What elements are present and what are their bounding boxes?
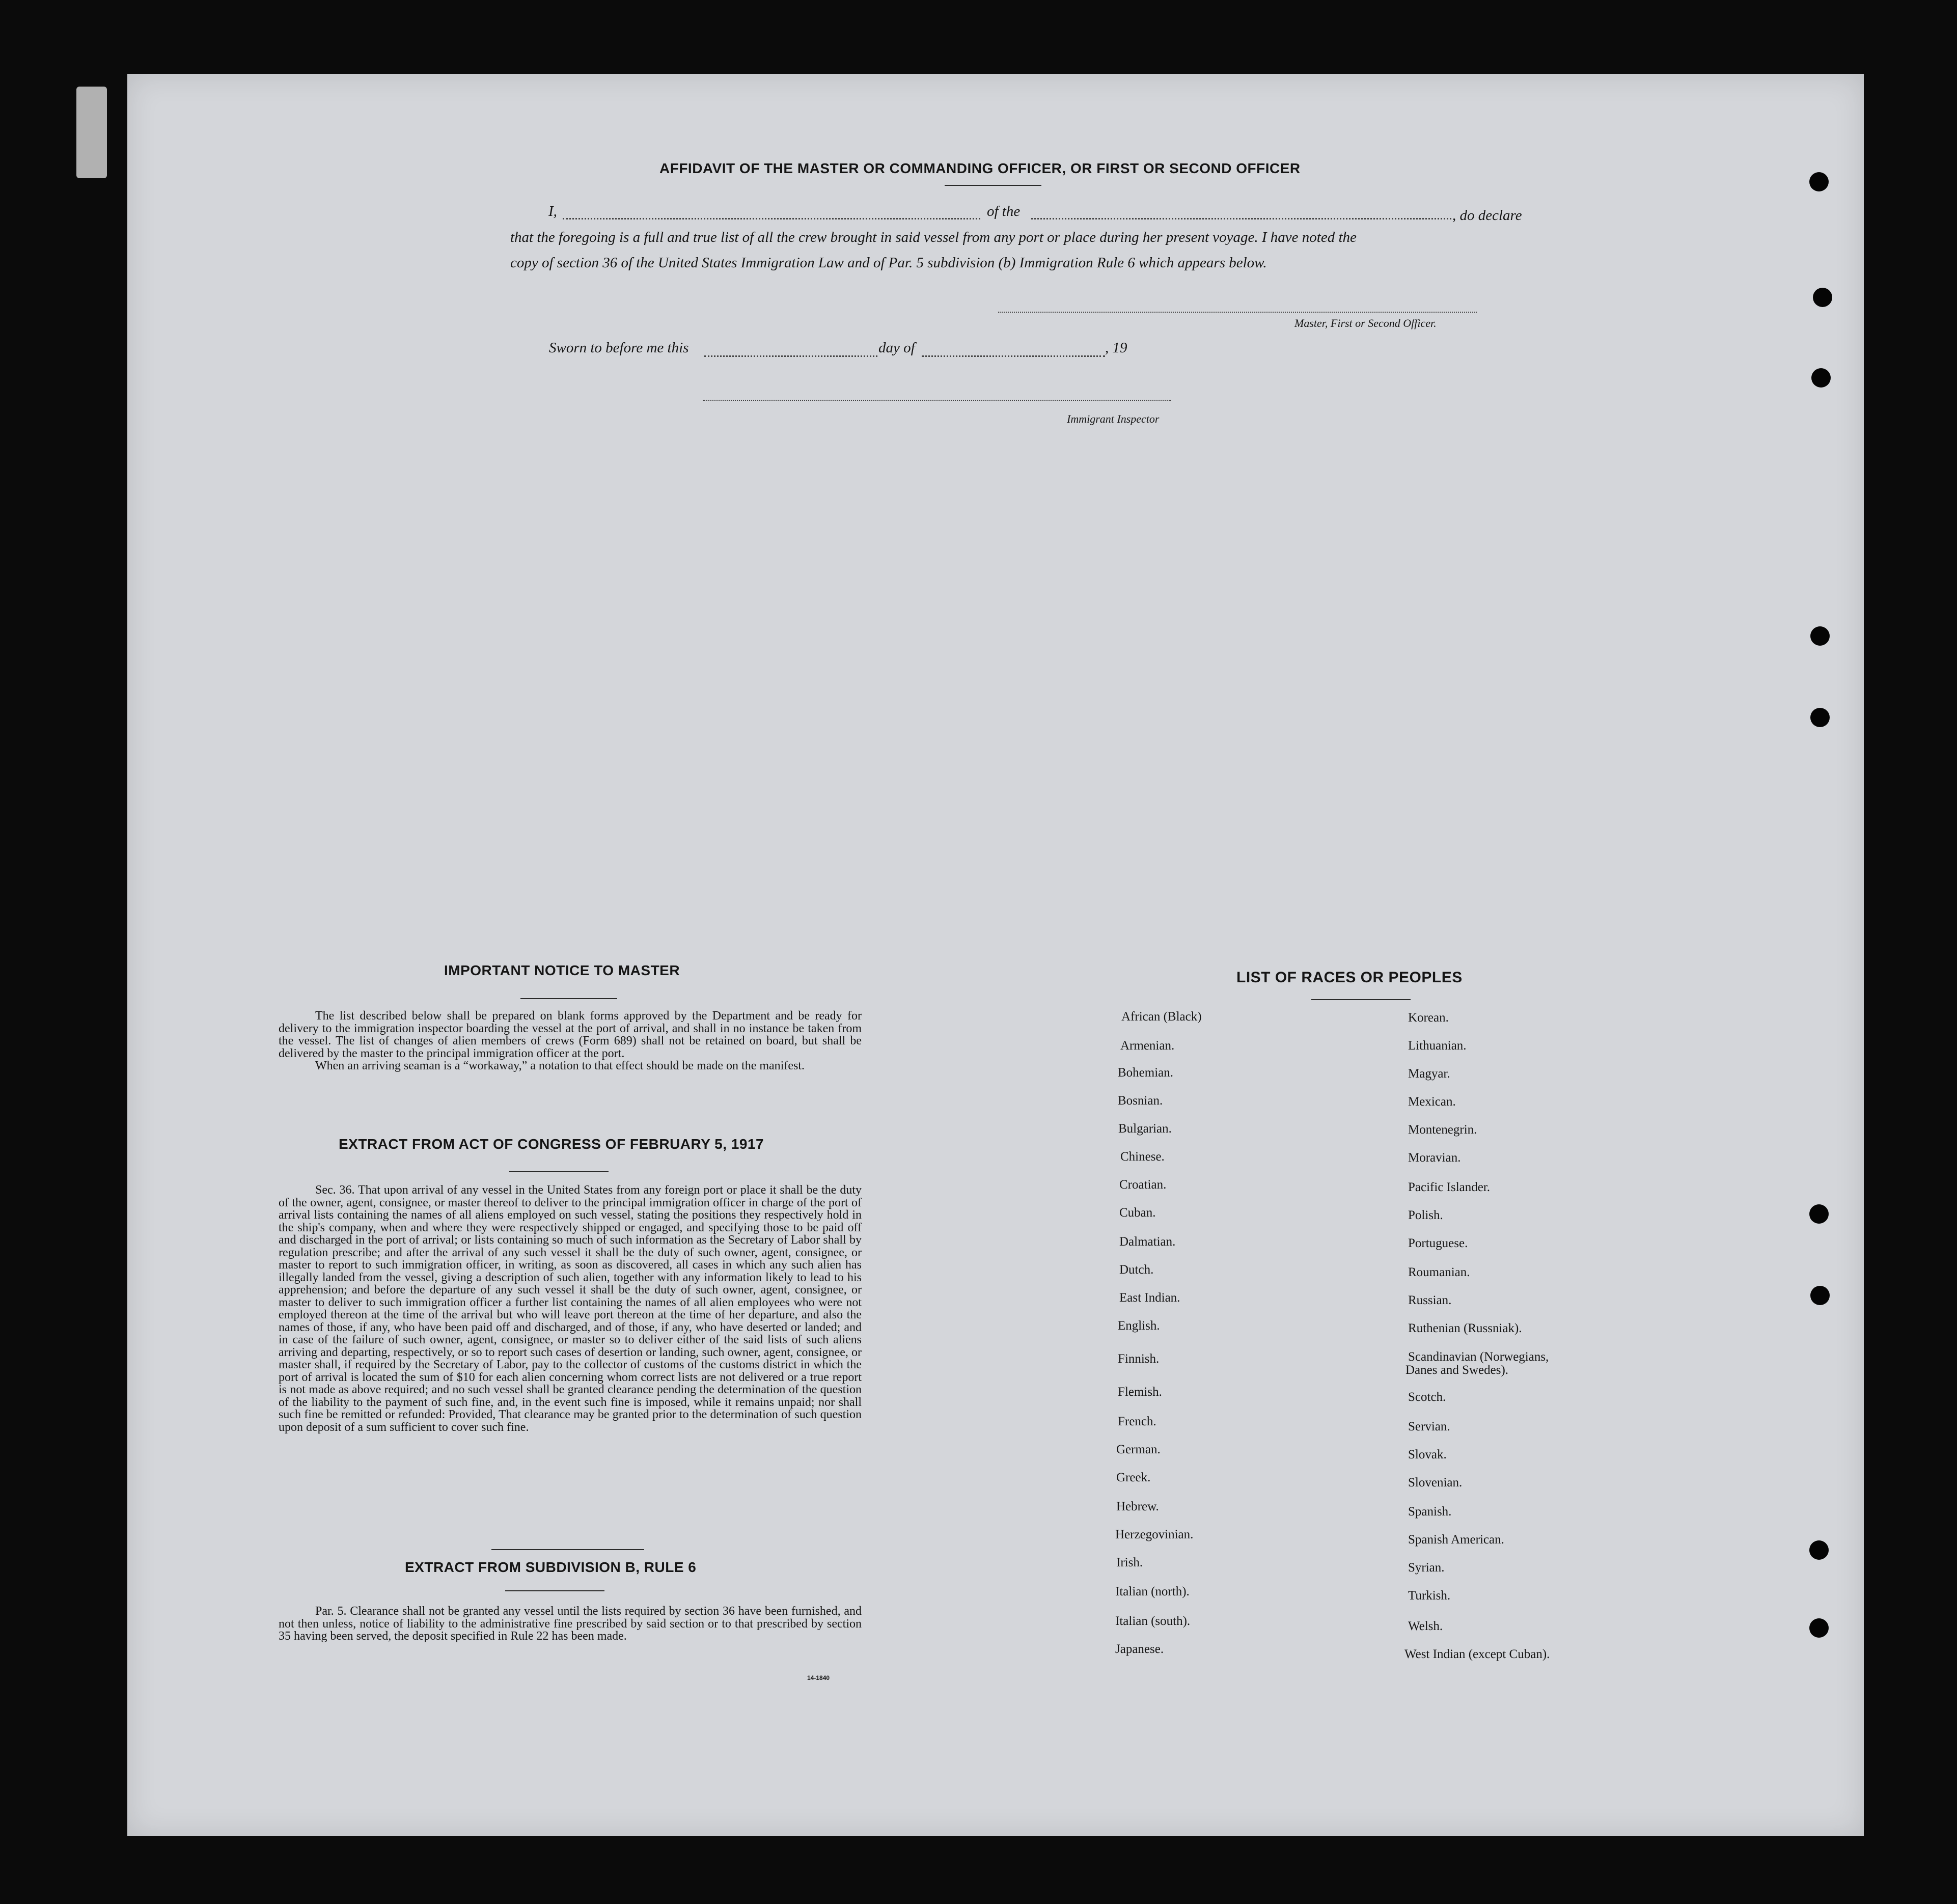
- binder-hole: [1813, 288, 1832, 307]
- race-item: Hebrew.: [1116, 1500, 1159, 1513]
- rule-extract-heading: EXTRACT FROM SUBDIVISION B, RULE 6: [405, 1559, 697, 1575]
- race-item: Chinese.: [1120, 1150, 1165, 1164]
- affidavit-heading: AFFIDAVIT OF THE MASTER OR COMMANDING OFFICER, OR FIRST OR SECOND OFFICER: [659, 160, 1301, 176]
- race-item: Dutch.: [1119, 1263, 1154, 1277]
- document-page: [127, 74, 1864, 1836]
- race-item: French.: [1118, 1415, 1156, 1428]
- section-divider: [491, 1549, 644, 1550]
- binder-hole: [1809, 1618, 1829, 1638]
- race-item: Servian.: [1408, 1420, 1450, 1433]
- races-heading: LIST OF RACES OR PEOPLES: [1236, 969, 1463, 986]
- race-item: Spanish American.: [1408, 1533, 1504, 1547]
- affidavit-i-label: I,: [548, 203, 557, 219]
- day-of-label: day of: [878, 340, 915, 356]
- year-label: , 19: [1105, 340, 1127, 356]
- binder-hole: [1810, 708, 1830, 727]
- race-item: Cuban.: [1119, 1206, 1156, 1220]
- race-item: Bosnian.: [1118, 1094, 1163, 1108]
- race-item: Dalmatian.: [1119, 1235, 1176, 1249]
- par-5-text: Par. 5. Clearance shall not be granted any vessel until the lists required by section 36 have been furnished, and not then unless, notice of liability to the administrative fine prescribed by said section or to that prescribed by section 35 having been served, the deposit specified in Rule 22 has been made.: [279, 1605, 862, 1643]
- rule-extract-body: [279, 1605, 862, 1643]
- binder-hole: [1809, 1204, 1829, 1224]
- race-item: Irish.: [1116, 1556, 1143, 1569]
- race-item: Montenegrin.: [1408, 1123, 1477, 1137]
- race-item: Croatian.: [1119, 1178, 1167, 1192]
- signature-line[interactable]: [998, 312, 1477, 313]
- race-item: Magyar.: [1408, 1067, 1450, 1081]
- race-item-scandinavian-cont: Danes and Swedes).: [1405, 1363, 1509, 1377]
- race-item: Lithuanian.: [1408, 1039, 1467, 1053]
- race-item: Japanese.: [1115, 1642, 1164, 1656]
- race-item: Bulgarian.: [1118, 1122, 1172, 1136]
- race-item: Greek.: [1116, 1471, 1151, 1484]
- inspector-label: Immigrant Inspector: [1067, 412, 1160, 425]
- notice-heading: IMPORTANT NOTICE TO MASTER: [444, 962, 680, 978]
- race-item: Portuguese.: [1408, 1236, 1468, 1250]
- race-item: Moravian.: [1408, 1151, 1461, 1165]
- name-blank[interactable]: [563, 218, 980, 219]
- race-item: Turkish.: [1408, 1589, 1451, 1603]
- section-36-text: Sec. 36. That upon arrival of any vessel in the United States from any foreign port or place it shall be the duty of the owner, agent, consignee, or master thereof to deliver to the principal immigration officer in charge of the port of arrival lists containing the names of all aliens employed on such vessel, stating the positions they respectively hold in the ship's company, when and where they were respectively shipped or engaged, and specifying those to be paid off and discharged in the port of arrival; or lists containing so much of such information as the Secretary of Labor shall by regulation prescribe; and after the arrival of any such vessel it shall be the duty of such owner, agent, consignee, or master to report to such immigration officer, in writing, as soon as discovered, all cases in which any such alien has illegally landed from the vessel, giving a description of such alien, together with any information likely to lead to his apprehension; and before the departure of any such vessel it shall be the duty of such owner, agent, consignee, or master to deliver to such immigration officer a further list containing the names of all alien employees who were not employed thereon at the time of the arrival but who will leave port thereon at the time of her departure, and also the names of those, if any, who have been paid off and discharged, and of those, if any, who have deserted or landed; and in case of the failure of such owner, agent, consignee, or master so to deliver either of the said lists of such aliens arriving and departing, respectively, or so to report such cases of desertion or landing, such owner, agent, consignee, or master shall, if required by the Secretary of Labor, pay to the collector of customs of the customs district in which the port of arrival is located the sum of $10 for each alien concerning whom correct lists are not delivered or a true report is not made as above required; and no such vessel shall be granted clearance pending the determination of the question of the liability to the payment of such fine, and, in the event such fine is imposed, while it remains unpaid; nor shall such fine be remitted or refunded: Provided, That clearance may be granted prior to the determination of such question upon deposit of a sum sufficient to cover such fine.: [279, 1183, 862, 1434]
- race-item: Welsh.: [1408, 1619, 1443, 1633]
- binder-hole: [1811, 368, 1831, 388]
- race-item: Ruthenian (Russniak).: [1408, 1321, 1522, 1335]
- race-item: Italian (north).: [1115, 1585, 1190, 1598]
- race-item: African (Black): [1121, 1010, 1202, 1024]
- affidavit-text-line2: that the foregoing is a full and true list of all the crew brought in said vessel from any port or place during her present voyage. I have noted the: [510, 229, 1357, 245]
- notice-body: [279, 1010, 862, 1072]
- heading-underline: [505, 1590, 604, 1591]
- race-item: Scandinavian (Norwegians,: [1408, 1350, 1549, 1364]
- notice-paragraph-1: The list described below shall be prepared on blank forms approved by the Department and be ready for delivery to the immigration inspector boarding the vessel at the port of arrival, and shall in no instance be taken from the vessel. The list of changes of alien members of crews (Form 689) shall not be retained on board, but shall be delivered by the master to the principal immigration officer at the port.: [279, 1009, 862, 1060]
- binder-hole: [1810, 1286, 1830, 1305]
- affidavit-text-line3: copy of section 36 of the United States Immigration Law and of Par. 5 subdivision (b) Immigration Rule 6 which appears below.: [510, 255, 1267, 271]
- race-item: Korean.: [1408, 1011, 1449, 1025]
- race-item: Finnish.: [1118, 1352, 1160, 1366]
- act-extract-body: [279, 1184, 862, 1433]
- race-item: Slovak.: [1408, 1448, 1447, 1461]
- vessel-blank[interactable]: [1031, 218, 1451, 219]
- race-item: Armenian.: [1120, 1039, 1175, 1053]
- race-item: Pacific Islander.: [1408, 1180, 1491, 1194]
- race-item: Flemish.: [1118, 1385, 1162, 1399]
- race-item: Herzegovinian.: [1115, 1528, 1194, 1541]
- race-item: Scotch.: [1408, 1390, 1446, 1404]
- race-item: Roumanian.: [1408, 1265, 1470, 1279]
- notice-paragraph-2: When an arriving seaman is a “workaway,” a notation to that effect should be made on the manifest.: [315, 1059, 805, 1072]
- heading-underline: [520, 998, 617, 999]
- heading-underline: [509, 1171, 609, 1172]
- race-item: German.: [1116, 1443, 1161, 1456]
- race-item: East Indian.: [1119, 1291, 1180, 1305]
- race-item: West Indian (except Cuban).: [1404, 1647, 1550, 1661]
- race-item: Italian (south).: [1115, 1614, 1191, 1628]
- heading-underline: [1311, 999, 1411, 1000]
- act-extract-heading: EXTRACT FROM ACT OF CONGRESS OF FEBRUARY 5, 1917: [339, 1136, 764, 1152]
- binder-hole: [1809, 1540, 1829, 1560]
- heading-underline: [945, 185, 1041, 186]
- race-item: Bohemian.: [1118, 1066, 1174, 1080]
- binder-hole: [1809, 172, 1829, 191]
- affidavit-do-declare: , do declare: [1452, 207, 1522, 224]
- race-item: Syrian.: [1408, 1561, 1445, 1575]
- scan-edge-artifact: [76, 87, 107, 178]
- sworn-month-blank[interactable]: [922, 355, 1105, 357]
- race-item: Russian.: [1408, 1293, 1452, 1307]
- race-item: Slovenian.: [1408, 1476, 1463, 1489]
- signature-label: Master, First or Second Officer.: [1294, 317, 1437, 329]
- affidavit-of-the-label: of the: [987, 203, 1021, 219]
- race-item: English.: [1118, 1319, 1160, 1333]
- binder-hole: [1810, 626, 1830, 646]
- race-item: Polish.: [1408, 1208, 1443, 1222]
- sworn-label: Sworn to before me this: [549, 340, 689, 356]
- race-item: Spanish.: [1408, 1505, 1452, 1519]
- inspector-signature-line[interactable]: [703, 400, 1171, 401]
- form-number: 14-1840: [807, 1674, 830, 1681]
- sworn-day-blank[interactable]: [704, 355, 877, 357]
- race-item: Mexican.: [1408, 1095, 1456, 1109]
